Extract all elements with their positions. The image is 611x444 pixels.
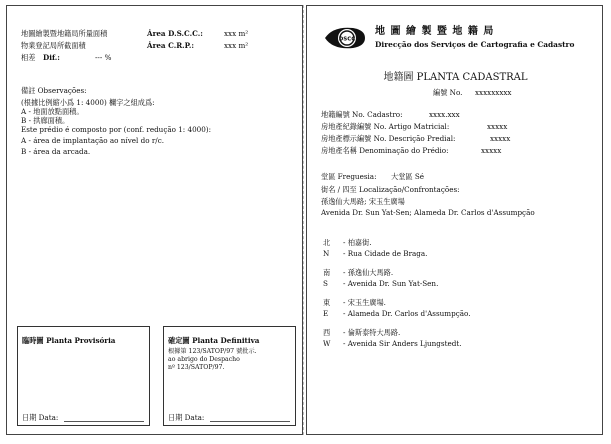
observations-heading: 備註 Observações: xyxy=(21,86,87,95)
cadastro-value: xxxx.xxx xyxy=(429,110,460,119)
document-title: 地籍圖 PLANTA CADASTRAL xyxy=(383,72,528,83)
provisional-plan-box xyxy=(17,326,150,426)
observation-line: Este prédio é composto por (conf. redução 1: 4000): xyxy=(21,125,212,134)
provisional-plan-title: 臨時圖 Planta Provisória xyxy=(22,336,116,345)
boundary-south-pt-dir: S xyxy=(323,279,328,288)
observation-line: A - 地面放點面積。 xyxy=(21,107,84,116)
definitive-date-label: 日期 Data: xyxy=(168,413,205,422)
boundary-east-zh-dir: 東 xyxy=(323,298,331,307)
area-dscc-label: 地圖繪製暨地籍局所量面積 xyxy=(21,29,108,38)
area-crp-value: xxx m² xyxy=(224,41,249,50)
definitive-note-line: ao abrigo do Despacho xyxy=(168,356,240,363)
freguesia-value: 大堂區 Sé xyxy=(391,172,425,181)
edition-number-value: xxxxxxxxx xyxy=(475,88,512,97)
boundary-west-zh-dir: 西 xyxy=(323,328,331,337)
cadastro-label: 地籍編號 No. Cadastro: xyxy=(321,110,403,119)
definitive-plan-box xyxy=(163,326,296,426)
location-zh: 孫逸仙大馬路; 宋玉生廣場 xyxy=(321,197,405,206)
descricao-predial-value: xxxxx xyxy=(490,134,511,143)
logo-text: DSCC xyxy=(338,36,356,43)
boundary-south-zh-name: - 孫逸仙大馬路. xyxy=(343,268,394,277)
boundary-south-zh-dir: 南 xyxy=(323,268,331,277)
definitive-note-line: 根據第 123/SATOP/97 號批示. xyxy=(168,348,257,355)
artigo-matricial-value: xxxxx xyxy=(487,122,508,131)
observation-line: A - área de implantação ao nível do r/c. xyxy=(21,136,164,145)
diff-value: --- % xyxy=(95,53,112,62)
location-heading: 街名 / 四至 Localização/Confrontações: xyxy=(321,185,460,194)
agency-name-pt: Direcção dos Serviços de Cartografia e Cadastro xyxy=(375,40,575,49)
boundary-north-zh-name: - 柏嘉街. xyxy=(343,238,372,247)
boundary-north-pt-dir: N xyxy=(323,249,330,258)
descricao-predial-label: 房地產標示編號 No. Descrição Predial: xyxy=(321,134,456,143)
page-fold xyxy=(303,5,304,435)
boundary-north-zh-dir: 北 xyxy=(323,238,331,247)
dscc-logo-icon xyxy=(323,25,367,51)
diff-label: 相差 xyxy=(21,53,36,62)
definitive-note-line: nº 123/SATOP/97. xyxy=(168,364,225,371)
location-pt: Avenida Dr. Sun Yat-Sen; Alameda Dr. Carlos d'Assumpção xyxy=(321,208,535,217)
boundary-north-pt-name: - Rua Cidade de Braga. xyxy=(343,249,428,258)
edition-number-label: 編號 No. xyxy=(433,88,463,97)
observation-line: (根據比例縮小爲 1: 4000) 欄字之組成爲: xyxy=(21,98,155,107)
denominacao-label: 房地產名稱 Denominação do Prédio: xyxy=(321,146,449,155)
observation-line: B - área da arcada. xyxy=(21,147,91,156)
boundary-west-pt-name: - Avenida Sir Anders Ljungstedt. xyxy=(343,339,462,348)
denominacao-value: xxxxx xyxy=(481,146,502,155)
left-page xyxy=(6,5,303,435)
agency-name-zh: 地 圖 繪 製 暨 地 籍 局 xyxy=(375,26,495,37)
area-crp-pt: Área C.R.P.: xyxy=(147,41,195,50)
diff-pt: Dif.: xyxy=(43,53,60,62)
observation-line: B - 拱廊面積。 xyxy=(21,116,70,125)
artigo-matricial-label: 房地產紀錄編號 No. Artigo Matricial: xyxy=(321,122,450,131)
boundary-east-pt-dir: E xyxy=(323,309,329,318)
provisional-date-label: 日期 Data: xyxy=(22,413,59,422)
boundary-west-zh-name: - 倫斯泰特大馬路. xyxy=(343,328,401,337)
freguesia-label: 堂區 Freguesia: xyxy=(321,172,377,181)
boundary-east-zh-name: - 宋玉生廣場. xyxy=(343,298,386,307)
provisional-date-line xyxy=(64,421,144,422)
definitive-plan-title: 確定圖 Planta Definitiva xyxy=(168,336,260,345)
area-crp-label: 物業登記局所截面積 xyxy=(21,41,86,50)
boundary-east-pt-name: - Alameda Dr. Carlos d'Assumpção. xyxy=(343,309,471,318)
right-page xyxy=(306,5,603,435)
area-dscc-value: xxx m² xyxy=(224,29,249,38)
definitive-date-line xyxy=(210,421,290,422)
boundary-west-pt-dir: W xyxy=(323,339,331,348)
boundary-south-pt-name: - Avenida Dr. Sun Yat-Sen. xyxy=(343,279,439,288)
area-dscc-pt: Área D.S.C.C.: xyxy=(147,29,203,38)
